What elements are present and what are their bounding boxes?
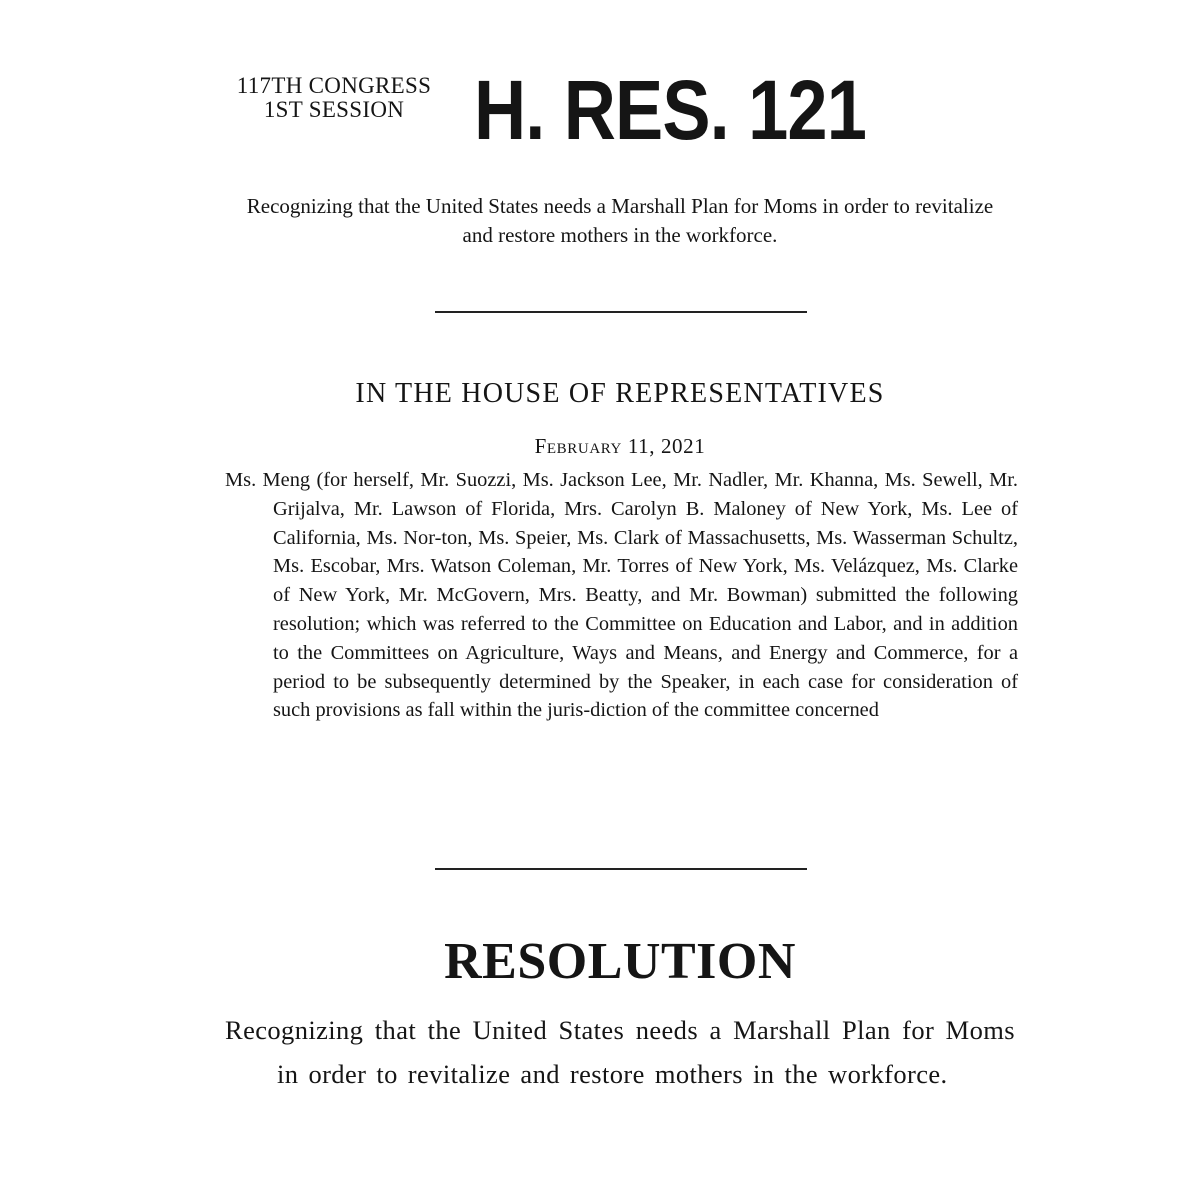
bill-number: H. RES. 121 <box>474 63 867 157</box>
short-title: Recognizing that the United States needs a Marshall Plan for Moms in order to revitalize and restore mothers in the workforce. <box>246 194 994 247</box>
chamber-heading: IN THE HOUSE OF REPRESENTATIVES <box>355 378 885 409</box>
long-title: Recognizing that the United States needs a Marshall Plan for Moms in order to revitalize and restore mothers in the workforce. <box>225 1015 1015 1089</box>
congress-label: 117TH CONGRESS <box>236 73 432 98</box>
document-type-heading: RESOLUTION <box>444 933 796 990</box>
sponsors-paragraph: Ms. Meng (for herself, Mr. Suozzi, Ms. Jackson Lee, Mr. Nadler, Mr. Khanna, Ms. Sewell, Mr. Grijalva, Mr. Lawson of Florida, Mrs. Carolyn B. Maloney of New York, Ms. Lee of California, Ms. Nor-ton, Ms. Speier, Ms. Clark of Massachusetts, Ms. Wasserman Schultz, Ms. Escobar, Mrs. Watson Coleman, Mr. Torres of New York, Ms. Velázquez, Ms. Clarke of New York, Mr. McGovern, Mrs. Beatty, and Mr. Bowman) submitted the following resolution; which was referred to the Committee on Education and Labor, and in addition to the Committees on Agriculture, Ways and Means, and Energy and Commerce, for a period to be subsequently determined by the Speaker, in each case for consideration of such provisions as fall within the juris-diction of the committee concerned <box>225 469 1018 722</box>
session-label: 1ST SESSION <box>263 97 405 122</box>
divider-rule <box>435 311 807 313</box>
congress-session-block <box>218 74 450 122</box>
divider-rule <box>435 868 807 870</box>
introduction-date: February 11, 2021 <box>534 434 706 458</box>
